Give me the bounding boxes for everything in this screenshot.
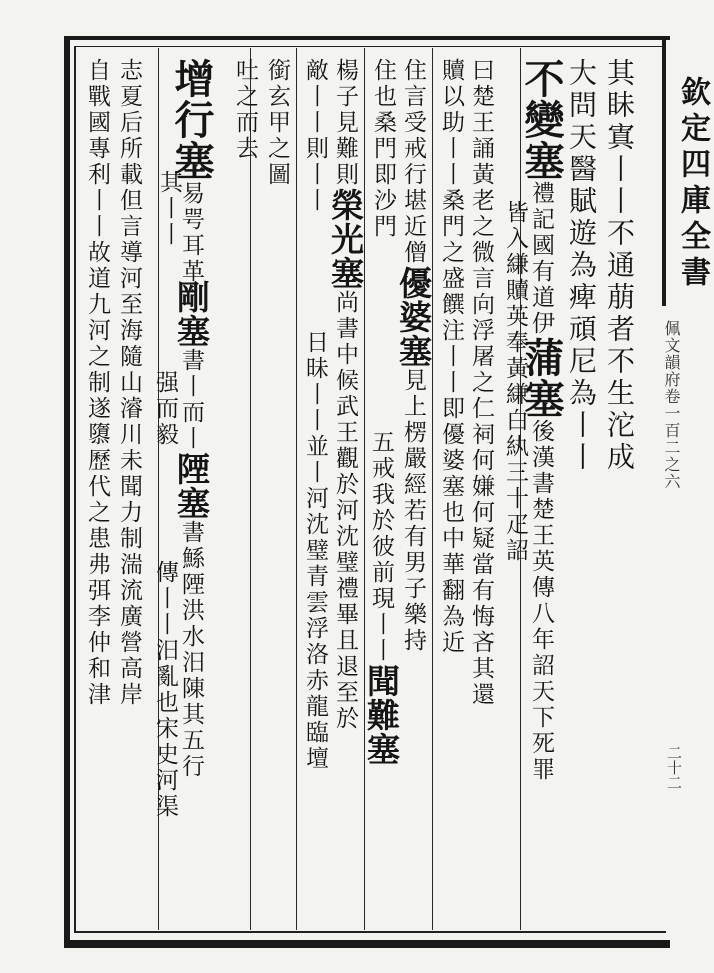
text-column: 强而毅 [152, 370, 178, 448]
entry-heading: 蒲塞 [518, 337, 565, 419]
text-column: 剛塞書丨而丨陻塞書鯀陻洪水汨陳其五行 [172, 280, 211, 780]
text-column: 五戒我於彼前現丨丨聞難塞 [362, 430, 401, 766]
text-column: 住也桑門即沙門 [370, 58, 396, 240]
text-column: 增行塞易咢耳革 [168, 58, 215, 285]
text-column: 自戰國專利丨丨故道九河之制遂隳歷代之患弗弭李仲和津 [84, 58, 110, 708]
text-column: 其丨丨 [156, 170, 182, 248]
text-column: 日昧丨丨並丨河沈璧青雲浮洛赤龍臨壇 [302, 330, 328, 772]
text-column: 不變塞禮記國有道伊蒲塞後漢書楚王英傳八年詔天下死罪 [518, 58, 565, 783]
text-column: 住言受戒行堪近僧優婆塞見上楞嚴經若有男子樂持 [394, 58, 433, 654]
column-rule [296, 48, 297, 930]
volume-label: 佩文韻府卷一百二之六 [662, 320, 681, 490]
text-column: 曰楚王誦黃老之微言向浮屠之仁祠何嫌何疑當有悔吝其還 [468, 58, 494, 708]
column-rule [432, 48, 433, 930]
column-rule [250, 48, 251, 930]
entry-heading: 優婆塞 [394, 266, 433, 368]
text-column: 楊子見難則榮光塞尚書中候武王觀於河沈璧禮畢且退至於 [326, 58, 365, 732]
text-column: 敵丨丨則丨丨 [302, 58, 328, 214]
text-column: 銜玄甲之圖 [264, 58, 290, 188]
text-column: 傳丨丨汨亂也宋史河渠 [152, 560, 178, 820]
entry-heading: 陻塞 [172, 452, 211, 520]
text-column: 其眛寘丨丨不通萠者不生沱成 [603, 58, 636, 474]
header-banner [662, 36, 710, 306]
entry-heading: 剛塞 [172, 280, 211, 348]
text-column: 大問天醫賦遊為痺頑尼為丨丨 [565, 58, 598, 474]
entry-heading: 增行塞 [168, 58, 215, 181]
text-column: 吐之而去 [232, 58, 258, 162]
entry-heading: 不變塞 [518, 58, 565, 181]
book-title: 欽定四庫全書 [675, 76, 710, 292]
entry-heading: 榮光塞 [326, 188, 365, 290]
text-column: 贖以助丨丨桑門之盛饌注丨丨即優婆塞也中華翻為近 [438, 58, 464, 656]
entry-heading: 聞難塞 [362, 664, 401, 766]
column-rule [364, 48, 365, 930]
text-column: 志夏后所載但言導河至海隨山濬川未聞力制湍流廣營高岸 [116, 58, 142, 708]
folio-number: 二十二 [665, 745, 683, 790]
text-column: 皆入縑贖英奉黃縑白紈三十疋詔 [502, 200, 528, 564]
